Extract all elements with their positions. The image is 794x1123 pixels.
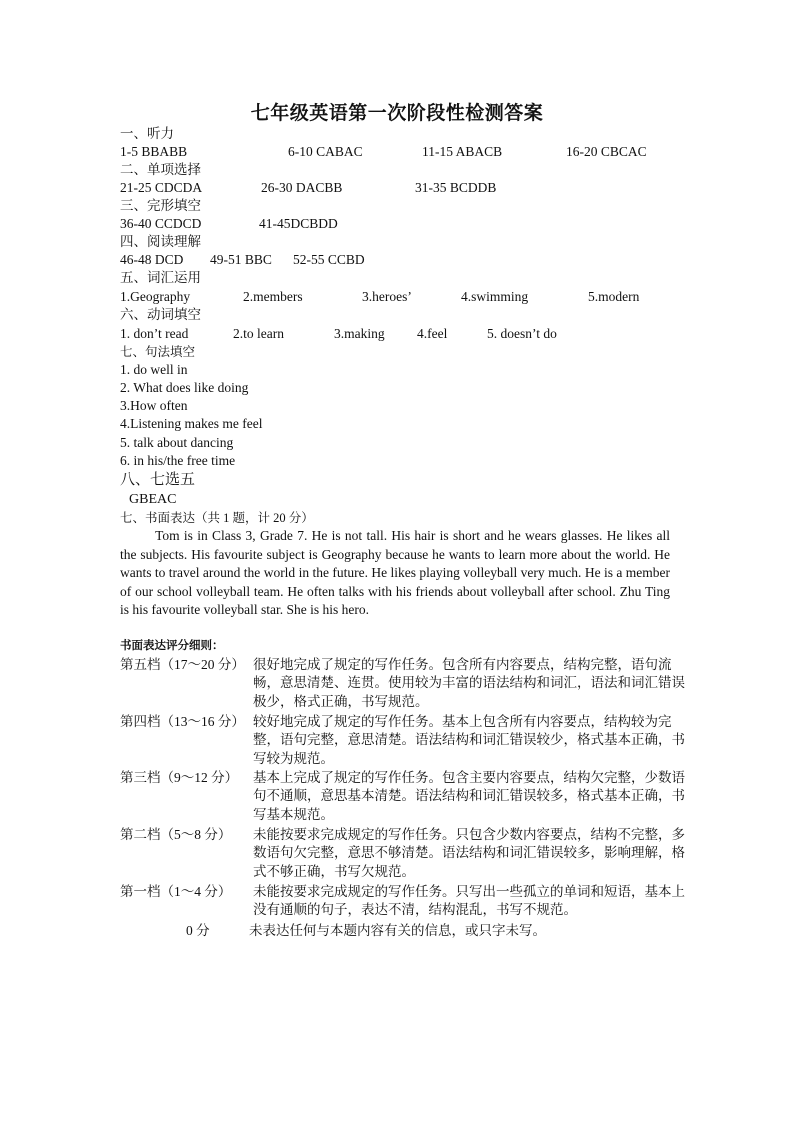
rubric-level-label: 0 分 bbox=[186, 923, 210, 938]
rubric-level-label: 第三档（9～12 分） bbox=[120, 770, 239, 785]
answer-group: 21-25 CDCDA bbox=[120, 180, 203, 195]
section-single-choice-heading: 二、单项选择 bbox=[120, 162, 201, 177]
answer-group: GBEAC bbox=[129, 492, 177, 507]
answer-item: 5.modern bbox=[588, 289, 640, 304]
answer-item: 4.Listening makes me feel bbox=[120, 416, 263, 431]
rubric-level-description: 未表达任何与本题内容有关的信息，或只字未写。 bbox=[249, 923, 546, 938]
answer-item: 5. doesn’t do bbox=[487, 326, 557, 341]
answer-group: 6-10 CABAC bbox=[288, 144, 363, 159]
answer-item: 3.How often bbox=[120, 398, 188, 413]
answer-group: 41-45DCBDD bbox=[259, 216, 338, 231]
section-listening-heading: 一、听力 bbox=[120, 126, 174, 141]
answer-group: 26-30 DACBB bbox=[261, 180, 343, 195]
section-cloze-heading: 三、完形填空 bbox=[120, 198, 201, 213]
answer-item: 1. do well in bbox=[120, 362, 188, 377]
section-vocabulary-heading: 五、词汇运用 bbox=[120, 270, 201, 285]
rubric-level-description: 未能按要求完成规定的写作任务。只写出一些孤立的单词和短语，基本上没有通顺的句子，表达不清，结构混乱，书写不规范。 bbox=[253, 884, 685, 918]
answer-group: 11-15 ABACB bbox=[422, 144, 503, 159]
answer-item: 2.members bbox=[243, 289, 303, 304]
answer-item: 6. in his/the free time bbox=[120, 453, 236, 468]
rubric-level-description: 较好地完成了规定的写作任务。基本上包含所有内容要点，结构较为完整，语句完整，意思清楚。语法结构和词汇错误较少，格式基本正确，书写较为规范。 bbox=[253, 714, 685, 766]
answer-group: 1-5 BBABB bbox=[120, 144, 188, 159]
rubric-level-description: 未能按要求完成规定的写作任务。只包含少数内容要点，结构不完整，多数语句欠完整，意思不够清楚。语法结构和词汇错误较多，影响理解，格式不够正确，书写欠规范。 bbox=[253, 827, 685, 879]
section-reading-heading: 四、阅读理解 bbox=[120, 234, 201, 249]
answer-item: 3.heroes’ bbox=[362, 289, 412, 304]
section-seven-choose-five-heading: 八、七选五 bbox=[120, 472, 196, 488]
answer-item: 4.swimming bbox=[461, 289, 529, 304]
answer-group: 52-55 CCBD bbox=[293, 252, 365, 267]
answer-group: 46-48 DCD bbox=[120, 252, 184, 267]
section-writing-heading: 七、书面表达（共 1 题，计 20 分） bbox=[120, 511, 314, 525]
rubric-level-description: 很好地完成了规定的写作任务。包含所有内容要点，结构完整，语句流畅，意思清楚、连贯。使用较为丰富的语法结构和词汇，语法和词汇错误极少，格式正确，书写规范。 bbox=[253, 657, 685, 709]
answer-item: 2. What does like doing bbox=[120, 380, 249, 395]
rubric-level-label: 第二档（5～8 分） bbox=[120, 827, 232, 842]
page-title: 七年级英语第一次阶段性检测答案 bbox=[250, 103, 544, 124]
rubric-heading: 书面表达评分细则： bbox=[120, 640, 224, 652]
rubric-level-label: 第一档（1～4 分） bbox=[120, 884, 232, 899]
answer-item: 5. talk about dancing bbox=[120, 435, 234, 450]
answer-group: 16-20 CBCAC bbox=[566, 144, 647, 159]
section-verb-fill-heading: 六、动词填空 bbox=[120, 307, 201, 322]
rubric-level-description: 基本上完成了规定的写作任务。包含主要内容要点，结构欠完整，少数语句不通顺，意思基本清楚。语法结构和词汇错误较多，格式基本正确，书写基本规范。 bbox=[253, 770, 685, 822]
section-syntax-fill-heading: 七、句法填空 bbox=[120, 345, 196, 359]
answer-item: 1.Geography bbox=[120, 289, 191, 304]
answer-item: 2.to learn bbox=[233, 326, 284, 341]
answer-group: 36-40 CCDCD bbox=[120, 216, 202, 231]
answer-group: 31-35 BCDDB bbox=[415, 180, 497, 195]
answer-group: 49-51 BBC bbox=[210, 252, 272, 267]
rubric-level-label: 第四档（13～16 分） bbox=[120, 714, 245, 729]
answer-item: 4.feel bbox=[417, 326, 448, 341]
rubric-level-label: 第五档（17～20 分） bbox=[120, 657, 245, 672]
model-essay: Tom is in Class 3, Grade 7. He is not tall. His hair is short and he wears glasses. He likes all the subjects. His favourite subject is Geography because he wants to learn more about the world. He wants to travel around the world in the future. He likes playing volleyball very much. He is a member of our school volleyball team. He often talks with his friends about volleyball after school. Zhu Ting is his favourite volleyball star. She is his hero. bbox=[120, 528, 670, 618]
answer-item: 1. don’t read bbox=[120, 326, 189, 341]
answer-item: 3.making bbox=[334, 326, 385, 341]
